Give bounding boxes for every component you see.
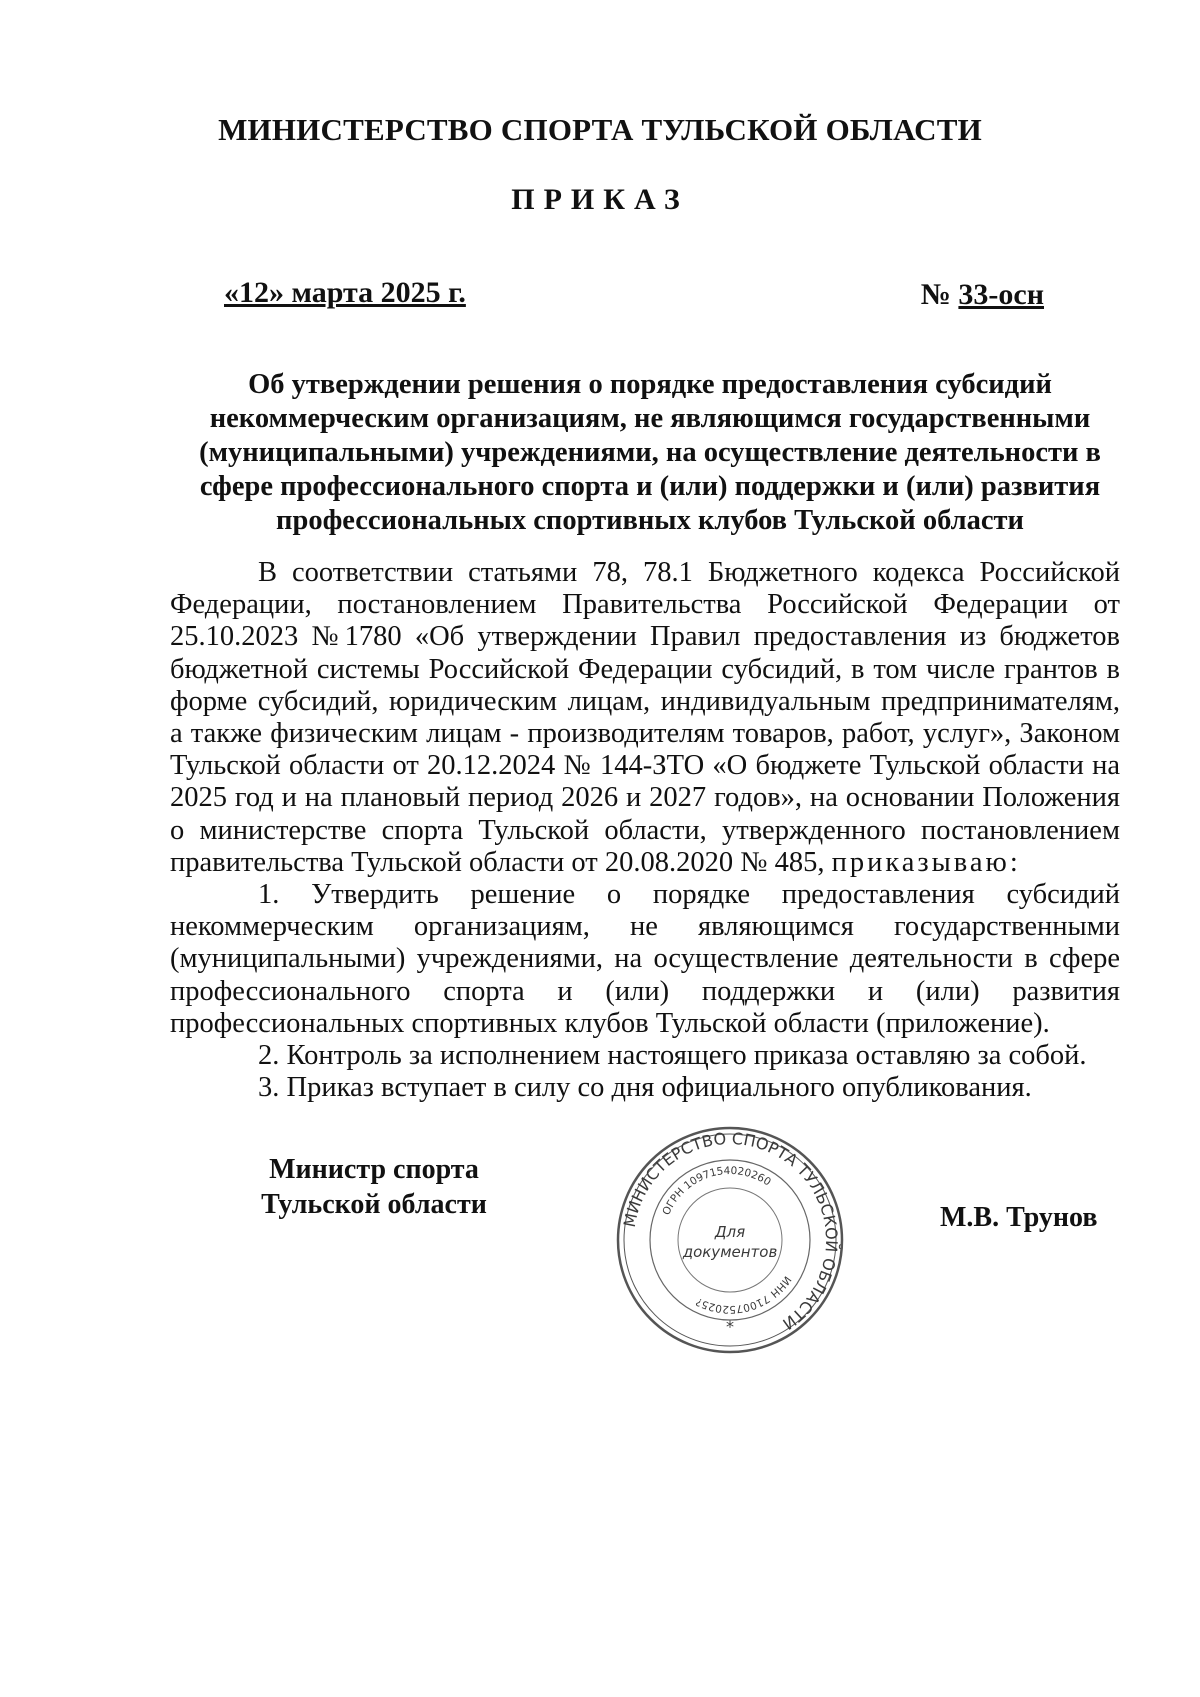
seal-ogrn: ОГРН 1097154020260 [660, 1164, 773, 1217]
seal-inn: ИНН 7100752025? [694, 1273, 794, 1316]
seal-ring-text: МИНИСТЕРСТВО СПОРТА ТУЛЬСКОЙ ОБЛАСТИ [619, 1128, 842, 1334]
order-subject: Об утверждении решения о порядке предоставления субсидий некоммерческим организациям, не являющимся государственными (муниципальными) учреждениями, на осуществление деятельности в сфере профессионального спорта и (или) поддержки и (или) развития профессиональных спортивных клубов Тульской области [199, 369, 1101, 536]
order-number-prefix: № [920, 278, 951, 311]
order-item-3: 3. Приказ вступает в силу со дня официального опубликования. [258, 1072, 1032, 1104]
order-item-2: 2. Контроль за исполнением настоящего приказа оставляю за собой. [258, 1040, 1087, 1072]
order-number-value: 33-осн [958, 278, 1044, 311]
preamble-text: В соответствии статьями 78, 78.1 Бюджетного кодекса Российской Федерации, постановлением Правительства Российской Федерации от 25.10.2023 №1780 «Об утверждении Правил предоставления из бюджетов бюджетной системы Российской Федерации субсидий, в том числе грантов в форме субсидий, юридическим лицам, индивидуальным предпринимателям, а также физическим лицам - производителям товаров, работ, услуг», Законом Тульской области от 20.12.2024 № 144-ЗТО «О бюджете Тульской области на 2025 год и на плановый период 2026 и 2027 годов», на основании Положения о министерстве спорта Тульской области, утвержденного постановлением правительства Тульской области от 20.08.2020 № 485, [170, 557, 1120, 878]
seal-center-line-2: документов [682, 1243, 778, 1261]
order-item-1: 1. Утвердить решение о порядке предоставления субсидий некоммерческим организациям, не являющимся государственными (муниципальными) учреждениями, на осуществление деятельности в сфере профессионального спорта и (или) поддержки и (или) развития профессиональных спортивных клубов Тульской области (приложение). [170, 879, 1120, 1039]
seal-graphic [615, 1125, 845, 1355]
signer-name: М.В. Трунов [940, 1202, 1098, 1233]
order-date: «12» марта 2025 г. [224, 276, 466, 309]
official-seal [615, 1125, 845, 1355]
signer-title: Министр спорта Тульской области [261, 1154, 487, 1220]
seal-star: * [726, 1317, 734, 1336]
order-number [921, 278, 1044, 312]
preamble-paragraph [170, 557, 1120, 879]
document-type: ПРИКАЗ [511, 183, 689, 216]
order-verb: приказываю: [831, 846, 1021, 878]
ministry-name: МИНИСТЕРСТВО СПОРТА ТУЛЬСКОЙ ОБЛАСТИ [218, 112, 982, 147]
order-body [170, 557, 1120, 1104]
seal-center-line-1: Для [714, 1223, 746, 1241]
